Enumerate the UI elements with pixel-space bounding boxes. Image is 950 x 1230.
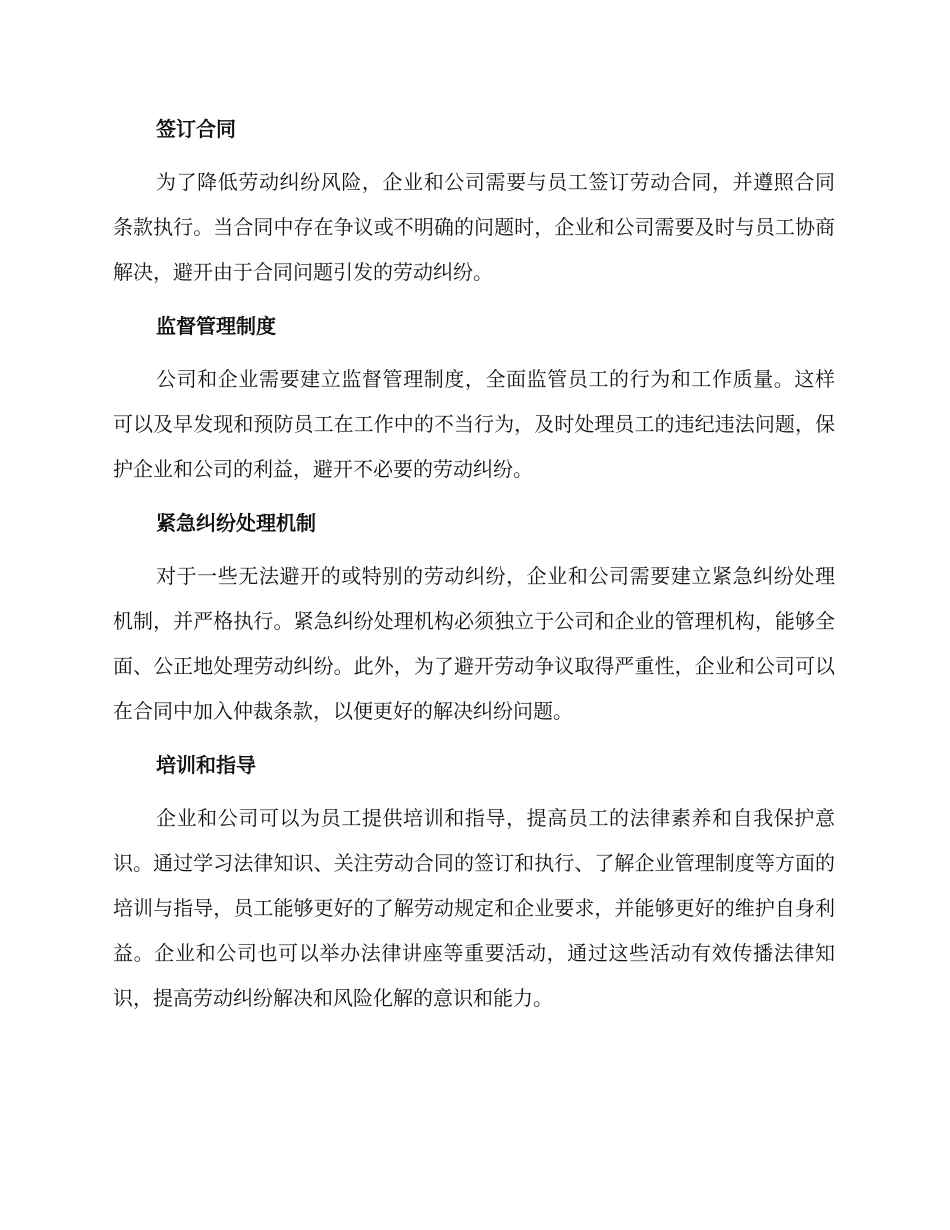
section-paragraph: 对于一些无法避开的或特别的劳动纠纷，企业和公司需要建立紧急纠纷处理机制，并严格执行。紧急纠纷处理机构必须独立于公司和企业的管理机构，能够全面、公正地处理劳动纠纷。此外，为了避开劳动争议取得严重性，企业和公司可以在合同中加入仲裁条款，以便更好的解决纠纷问题。 — [113, 564, 835, 723]
document-content — [113, 112, 835, 1035]
section-contract — [113, 112, 835, 295]
section-training — [113, 748, 835, 1021]
section-heading: 监督管理制度 — [156, 314, 276, 338]
section-supervision — [113, 309, 835, 492]
section-heading: 签订合同 — [156, 117, 236, 141]
section-heading: 紧急纠纷处理机制 — [156, 511, 316, 535]
section-emergency-dispute — [113, 506, 835, 734]
section-heading: 培训和指导 — [156, 753, 256, 777]
section-paragraph: 为了降低劳动纠纷风险，企业和公司需要与员工签订劳动合同，并遵照合同条款执行。当合同中存在争议或不明确的问题时，企业和公司需要及时与员工协商解决，避开由于合同问题引发的劳动纠纷。 — [113, 170, 835, 284]
section-paragraph: 公司和企业需要建立监督管理制度，全面监管员工的行为和工作质量。这样可以及早发现和预防员工在工作中的不当行为，及时处理员工的违纪违法问题，保护企业和公司的利益，避开不必要的劳动纠纷。 — [113, 367, 835, 481]
section-paragraph: 企业和公司可以为员工提供培训和指导，提高员工的法律素养和自我保护意识。通过学习法律知识、关注劳动合同的签订和执行、了解企业管理制度等方面的培训与指导，员工能够更好的了解劳动规定和企业要求，并能够更好的维护自身利益。企业和公司也可以举办法律讲座等重要活动，通过这些活动有效传播法律知识，提高劳动纠纷解决和风险化解的意识和能力。 — [113, 806, 835, 1010]
